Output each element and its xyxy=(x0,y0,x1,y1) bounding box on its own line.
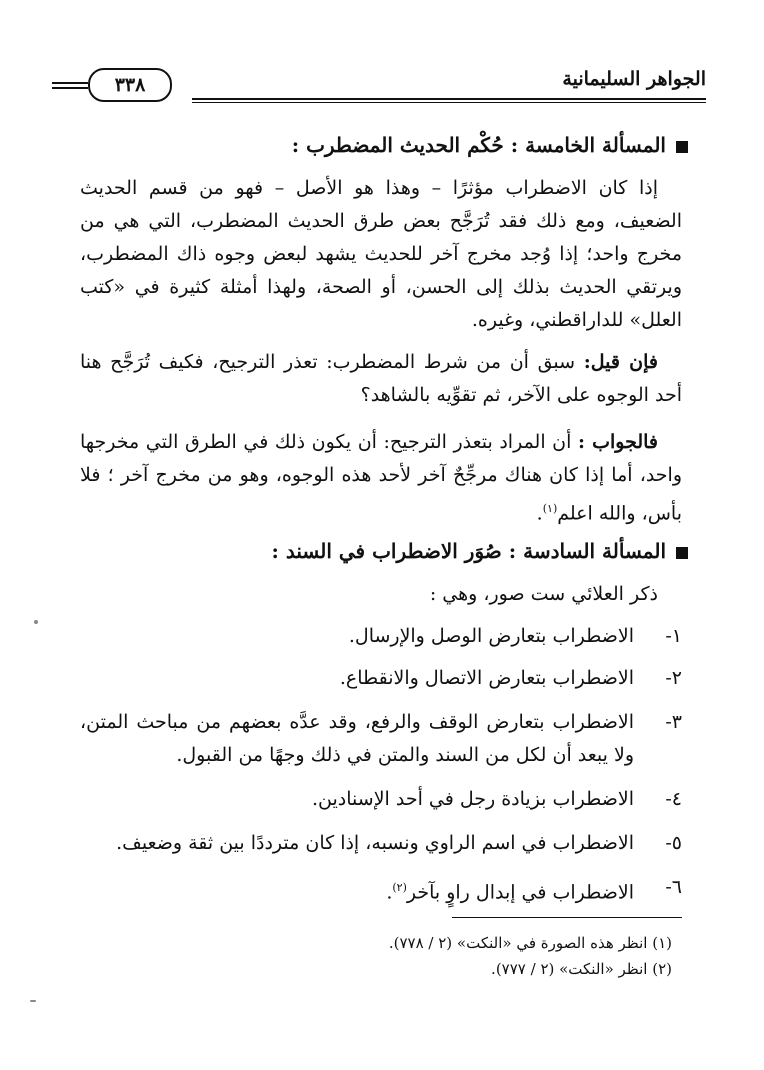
scan-speck xyxy=(30,1000,36,1002)
list-end: . xyxy=(386,881,393,904)
sixth-intro xyxy=(80,578,682,611)
section-heading-fifth xyxy=(200,128,688,162)
list-text: الاضطراب بزيادة رجل في أحد الإسنادين. xyxy=(312,788,634,810)
answer-text: أن المراد بتعذر الترجيح: أن يكون ذلك في الطرق التي مخرجها واحد، أما إذا كان هناك مرجِّحٌ آخر لأحد هذه الوجوه، وهو من مخرج آخر ؛ فلا بأس، والله اعلم xyxy=(80,431,682,525)
list-item xyxy=(80,871,682,909)
list-item xyxy=(80,706,682,772)
heading-label: المسألة السادسة : xyxy=(508,539,666,563)
answer-paragraph xyxy=(80,426,682,530)
heading-label: المسألة الخامسة : xyxy=(510,133,666,157)
list-number: ٣- xyxy=(665,711,682,733)
list-number: ٤- xyxy=(665,788,682,810)
paragraph-text: إذا كان الاضطراب مؤثرًا – وهذا هو الأصل – فهو من قسم الحديث الضعيف، ومع ذلك فقد تُرَجَّح بعض طرق الحديث المضطرب، التي هي من مخرج واحد؛ إذا وُجد مخرج آخر للحديث يشهد لبعض وجوه ذاك المضطرب، ويرتقي الحديث بذلك إلى الحسن، أو الصحة، ولهذا أمثلة كثيرة في «كتب العلل» للداراقطني، وغيره. xyxy=(80,177,682,331)
list-item xyxy=(80,662,682,695)
list-text: الاضطراب بتعارض الاتصال والانقطاع. xyxy=(339,667,634,689)
forms-list xyxy=(80,620,682,909)
list-text: الاضطراب في اسم الراوي ونسبه، إذا كان مترددًا بين ثقة وضعيف. xyxy=(116,832,634,854)
page-header xyxy=(52,60,706,110)
list-item xyxy=(80,620,682,653)
list-text: الاضطراب بتعارض الوقف والرفع، وقد عدَّه بعضهم من مباحث المتن، ولا يبعد أن لكل من السند والمتن في ذلك وجهًا من القبول. xyxy=(80,711,634,766)
page-number-line-2 xyxy=(52,87,88,89)
list-item xyxy=(80,783,682,816)
header-rule-thin xyxy=(192,102,706,103)
header-rule xyxy=(192,98,706,100)
page-number-line xyxy=(52,82,88,84)
list-text: الاضطراب في إبدال راوٍ بآخر xyxy=(406,881,634,904)
question-paragraph xyxy=(80,346,682,412)
list-item xyxy=(80,827,682,860)
intro-text: ذكر العلائي ست صور، وهي : xyxy=(429,583,658,605)
bullet-square-icon xyxy=(676,141,688,153)
footnotes xyxy=(260,930,672,982)
list-number: ٦- xyxy=(665,876,682,898)
list-number: ٥- xyxy=(665,832,682,854)
list-text: الاضطراب بتعارض الوصل والإرسال. xyxy=(348,625,634,647)
footnote-2: (٢) انظر «النكت» (٢ / ٧٧٧). xyxy=(491,960,672,978)
answer-lead: فالجواب : xyxy=(577,431,658,453)
bullet-square-icon xyxy=(676,547,688,559)
heading-text: صُوَر الاضطراب في السند : xyxy=(271,539,502,563)
list-number: ٢- xyxy=(665,667,682,689)
running-title: الجواهر السليمانية xyxy=(562,68,706,90)
question-lead: فإن قيل: xyxy=(583,351,658,373)
heading-text: حُكْم الحديث المضطرب : xyxy=(291,133,504,157)
page-number: ٣٣٨ xyxy=(88,68,172,102)
paragraph-fifth xyxy=(80,172,682,337)
list-number: ١- xyxy=(665,625,682,647)
footnote-ref-2: (٢) xyxy=(392,881,407,894)
footnote-1: (١) انظر هذه الصورة في «النكت» (٢ / ٧٧٨). xyxy=(388,934,672,952)
footnote-divider xyxy=(452,917,682,918)
question-text: سبق أن من شرط المضطرب: تعذر الترجيح، فكيف تُرَجَّح هنا أحد الوجوه على الآخر، ثم تقوِّيه بالشاهد؟ xyxy=(80,351,682,406)
scan-speck xyxy=(34,620,38,624)
answer-end: . xyxy=(536,502,543,525)
footnote-ref-1: (١) xyxy=(542,502,558,515)
section-heading-sixth xyxy=(200,534,688,568)
